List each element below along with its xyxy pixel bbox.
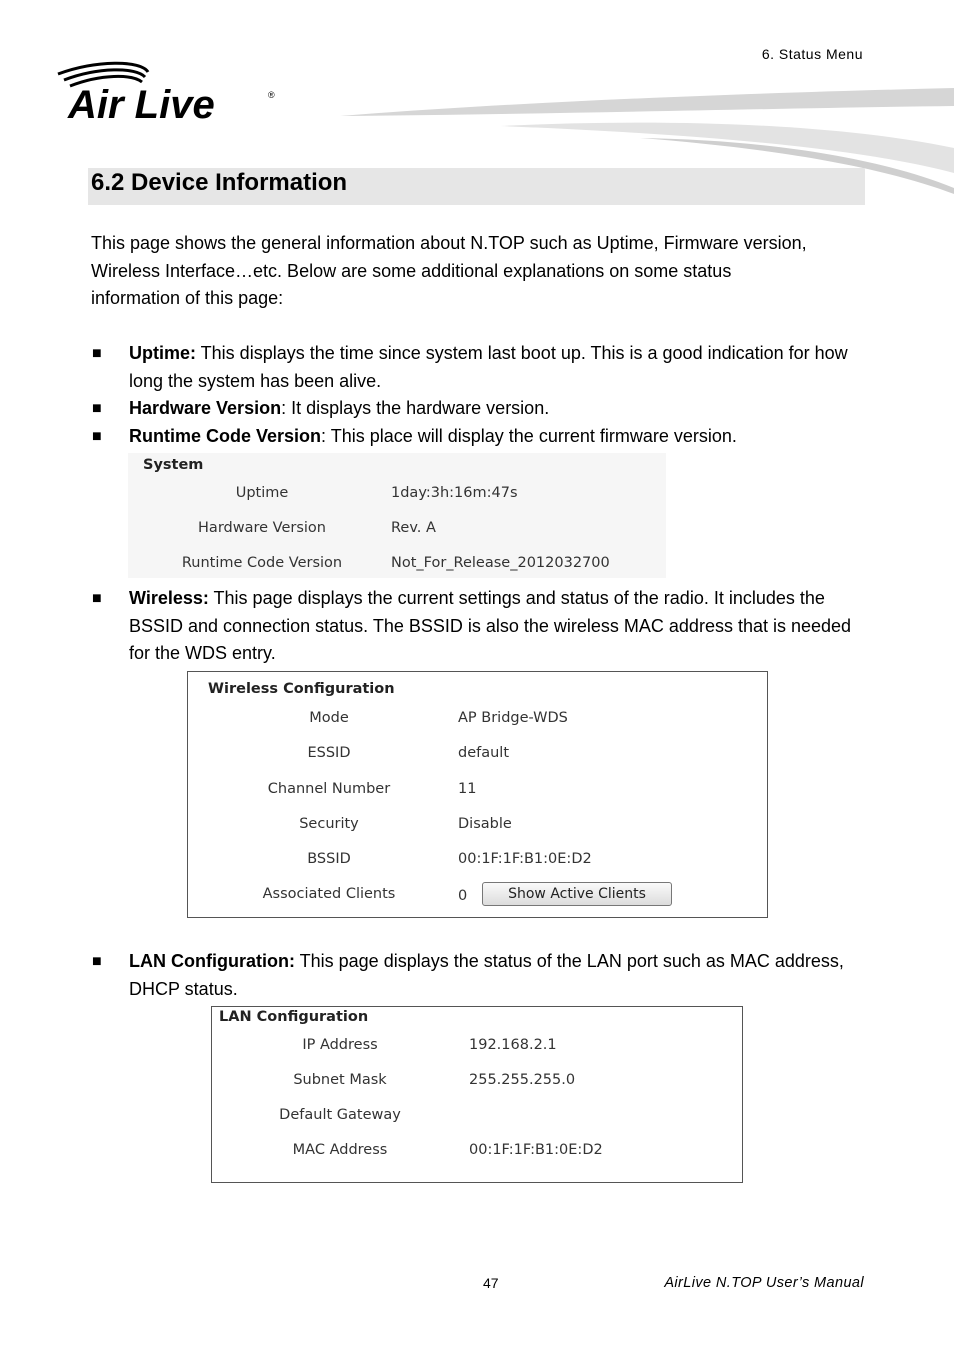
- bullet-text: This page displays the status of the LAN port such as MAC address, DHCP status.: [129, 951, 844, 999]
- runtime-code-version-value: Not_For_Release_2012032700: [391, 555, 610, 571]
- essid-value: default: [458, 745, 510, 761]
- subnet-mask-value: 255.255.255.0: [469, 1072, 576, 1088]
- bullet-term: Runtime Code Version: [129, 426, 322, 446]
- bullet-term: Wireless:: [129, 588, 209, 608]
- bullet-square-icon: ■: [92, 590, 102, 607]
- bullet-square-icon: ■: [92, 428, 102, 445]
- bullet-text: This page displays the current settings and status of the radio. It includes the BSSID and connection status. The BSSID is also the wireless MAC address that is needed for the WDS entry.: [129, 588, 852, 663]
- mode-label: Mode: [309, 710, 349, 726]
- show-active-clients-button[interactable]: Show Active Clients: [482, 882, 672, 906]
- intro-line: This page shows the general information about N.TOP such as Uptime, Firmware version,: [91, 233, 807, 253]
- default-gateway-label: Default Gateway: [279, 1107, 401, 1123]
- bullet-square-icon: ■: [92, 400, 102, 417]
- page-number: 47: [483, 1275, 499, 1291]
- system-info-panel: [128, 453, 666, 578]
- intro-line: Wireless Interface…etc. Below are some additional explanations on some status: [91, 260, 732, 281]
- intro-paragraph: [91, 230, 867, 313]
- bullet-term: LAN Configuration:: [129, 951, 295, 971]
- airlive-logo: [56, 58, 286, 128]
- manual-title: AirLive N.TOP User’s Manual: [664, 1275, 864, 1291]
- security-value: Disable: [458, 816, 512, 832]
- lan-config-panel: [211, 1006, 743, 1183]
- bullet-text: : It displays the hardware version.: [281, 398, 550, 418]
- bssid-label: BSSID: [307, 851, 351, 867]
- ip-address-value: 192.168.2.1: [469, 1037, 557, 1053]
- bullet-hardware-version: [129, 395, 867, 423]
- bssid-value: 00:1F:1F:B1:0E:D2: [458, 851, 592, 867]
- associated-clients-label: Associated Clients: [262, 886, 396, 902]
- essid-label: ESSID: [307, 745, 351, 761]
- security-label: Security: [299, 816, 359, 832]
- bullet-term: Hardware Version: [129, 398, 282, 418]
- bullet-lan-configuration: [129, 948, 867, 1003]
- bullet-square-icon: ■: [92, 345, 102, 362]
- uptime-value: 1day:3h:16m:47s: [391, 485, 518, 501]
- mac-address-value: 00:1F:1F:B1:0E:D2: [469, 1142, 603, 1158]
- channel-number-value: 11: [458, 781, 477, 797]
- bullet-text: This displays the time since system last boot up. This is a good indication for how long the system has been alive.: [129, 343, 848, 391]
- subnet-mask-label: Subnet Mask: [293, 1072, 387, 1088]
- lan-panel-header: LAN Configuration: [219, 1009, 369, 1025]
- associated-clients-value: 0: [458, 888, 468, 904]
- bullet-term: Uptime:: [129, 343, 196, 363]
- hardware-version-label: Hardware Version: [198, 520, 326, 536]
- wireless-config-panel: [187, 671, 768, 918]
- bullet-text: : This place will display the current firmware version.: [321, 426, 737, 446]
- mac-address-label: MAC Address: [292, 1142, 388, 1158]
- bullet-uptime: [129, 340, 867, 395]
- mode-value: AP Bridge-WDS: [458, 710, 568, 726]
- intro-line: information of this page:: [91, 288, 284, 308]
- system-panel-header: System: [143, 457, 204, 473]
- section-title: 6.2 Device Information: [91, 169, 348, 196]
- bullet-runtime-code-version: [129, 423, 867, 451]
- svg-text:Air Live: Air Live: [68, 83, 215, 127]
- channel-number-label: Channel Number: [267, 781, 391, 797]
- bullet-square-icon: ■: [92, 953, 102, 970]
- wireless-panel-header: Wireless Configuration: [208, 681, 395, 697]
- chapter-heading: 6. Status Menu: [761, 46, 863, 62]
- hardware-version-value: Rev. A: [391, 520, 436, 536]
- uptime-label: Uptime: [235, 485, 289, 501]
- bullet-wireless: [129, 585, 867, 668]
- ip-address-label: IP Address: [302, 1037, 378, 1053]
- svg-text:®: ®: [268, 90, 275, 100]
- runtime-code-version-label: Runtime Code Version: [181, 555, 343, 571]
